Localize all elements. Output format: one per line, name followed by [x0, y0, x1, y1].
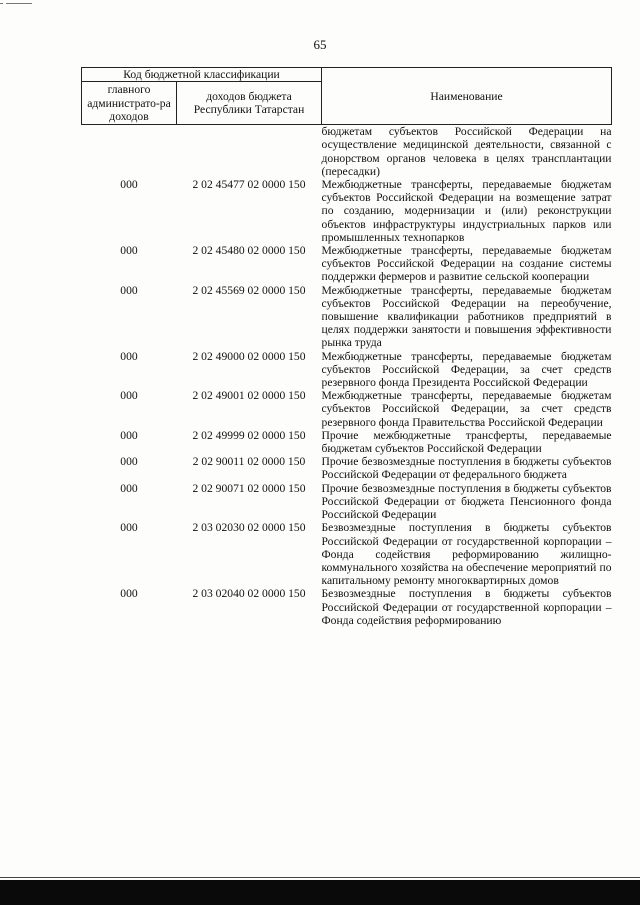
table-row — [82, 455, 612, 481]
page-number: 65 — [313, 37, 327, 52]
revenue-name-cell: бюджетам субъектов Российской Федерации на осуществление медицинской деятельности, связанной с донорством органов человека в целях трансплантации (пересадки) — [321, 125, 612, 178]
admin-code-cell: 000 — [120, 283, 138, 297]
revenue-code-cell: 2 02 49000 02 0000 150 — [192, 349, 306, 363]
revenue-code-cell: 2 02 49001 02 0000 150 — [192, 389, 306, 403]
revenue-code-cell: 2 03 02040 02 0000 150 — [192, 587, 306, 601]
table-row — [82, 125, 612, 178]
admin-code-cell — [82, 125, 177, 178]
revenue-code-cell: 2 03 02030 02 0000 150 — [192, 521, 306, 535]
revenue-name-cell: Безвозмездные поступления в бюджеты субъектов Российской Федерации от государственной корпорации – Фонда содействия реформированию — [321, 587, 612, 627]
table-row — [82, 429, 612, 455]
table-row — [82, 284, 612, 350]
table-row — [82, 178, 612, 244]
table-row — [82, 389, 612, 429]
kbk-header: Код бюджетной классификации — [82, 68, 322, 82]
revenue-name-cell: Прочие межбюджетные трансферты, передаваемые бюджетам субъектов Российской Федерации — [321, 428, 612, 456]
revenue-code-cell: 2 02 45477 02 0000 150 — [192, 178, 306, 192]
revenue-code-cell: 2 02 49999 02 0000 150 — [192, 428, 306, 442]
budget-classification-table — [81, 67, 612, 627]
revenue-code-cell: 2 02 90011 02 0000 150 — [192, 455, 306, 469]
admin-code-cell: 000 — [120, 178, 138, 192]
admin-column-header: главного администрато-ра доходов — [82, 82, 177, 125]
revenue-code-cell: 2 02 45569 02 0000 150 — [192, 283, 306, 297]
revenue-name-cell: Прочие безвозмездные поступления в бюджеты субъектов Российской Федерации от федерального бюджета — [321, 455, 612, 482]
admin-code-cell: 000 — [120, 244, 138, 258]
revenue-code-cell — [177, 125, 322, 178]
scan-corner-mark — [6, 3, 32, 4]
table-row — [82, 244, 612, 284]
table-row — [82, 482, 612, 522]
admin-code-cell: 000 — [120, 349, 138, 363]
table-body — [82, 125, 612, 627]
name-column-header: Наименование — [322, 68, 612, 125]
admin-code-cell: 000 — [120, 481, 138, 495]
revenue-name-cell: Межбюджетные трансферты, передаваемые бюджетам субъектов Российской Федерации на возмещение затрат по созданию, модернизации и (или) реконструкции объектов инфраструктуры индустриальных парков или промышленных технопарков — [321, 178, 612, 244]
scan-edge-line — [0, 877, 640, 878]
admin-code-cell: 000 — [120, 587, 138, 601]
revenue-name-cell: Безвозмездные поступления в бюджеты субъектов Российской Федерации от государственной корпорации – Фонда содействия реформированию жилищно-коммунального хозяйства на обеспечение мероприятий по капитальному ремонту многоквартирных домов — [321, 521, 612, 588]
table-row — [82, 521, 612, 587]
revenue-name-cell: Межбюджетные трансферты, передаваемые бюджетам субъектов Российской Федерации, за счет средств резервного фонда Правительства Российской Федерации — [321, 389, 612, 429]
revenue-code-cell: 2 02 90071 02 0000 150 — [192, 481, 306, 495]
revenue-code-cell: 2 02 45480 02 0000 150 — [192, 244, 306, 258]
admin-code-cell: 000 — [120, 455, 138, 469]
admin-code-cell: 000 — [120, 428, 138, 442]
revenue-name-cell: Прочие безвозмездные поступления в бюджеты субъектов Российской Федерации от бюджета Пенсионного фонда Российской Федерации — [321, 481, 612, 522]
revenue-name-cell: Межбюджетные трансферты, передаваемые бюджетам субъектов Российской Федерации на переобучение, повышение квалификации работников предприятий в целях поддержки занятости и повышения эффективности рынка труда — [321, 283, 612, 350]
code-column-header: доходов бюджета Республики Татарстан — [177, 82, 322, 125]
admin-code-cell: 000 — [120, 521, 138, 535]
scan-corner-mark — [0, 3, 3, 4]
revenue-name-cell: Межбюджетные трансферты, передаваемые бюджетам субъектов Российской Федерации на создание системы поддержки фермеров и развитие сельской кооперации — [321, 244, 612, 284]
scan-bottom-edge — [0, 880, 640, 905]
table-row — [82, 350, 612, 390]
revenue-name-cell: Межбюджетные трансферты, передаваемые бюджетам субъектов Российской Федерации, за счет средств резервного фонда Президента Российской Федерации — [321, 349, 612, 390]
table-row — [82, 587, 612, 627]
admin-code-cell: 000 — [120, 389, 138, 403]
